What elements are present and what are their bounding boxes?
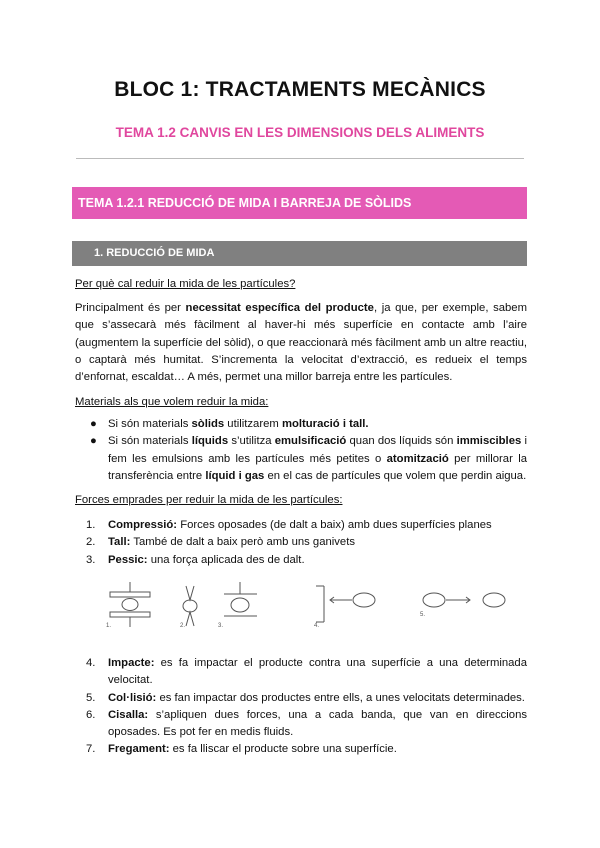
list-item: 2. Tall: També de dalt a baix però amb uns ganivets bbox=[86, 536, 356, 549]
cutting-sketch bbox=[183, 586, 197, 626]
collision-sketch bbox=[423, 593, 505, 607]
compression-sketch bbox=[110, 582, 150, 627]
figure-label: 4. bbox=[314, 623, 320, 628]
divider bbox=[76, 158, 524, 159]
page-title: BLOC 1: TRACTAMENTS MECÀNICS bbox=[114, 78, 486, 101]
list-item: 4. Impacte: es fa impactar el producte contra una superfície a una determinada velocitat. bbox=[86, 657, 527, 687]
forces-list-b bbox=[75, 655, 527, 759]
forces-diagram bbox=[102, 582, 542, 628]
list-item: 3. Pessic: una força aplicada des de dalt. bbox=[86, 553, 305, 566]
section-band: TEMA 1.2.1 REDUCCIÓ DE MIDA I BARREJA DE SÒLIDS bbox=[72, 187, 527, 219]
why-paragraph: Principalment és per necessitat específica del producte, ja que, per exemple, sabem que s’assecarà més fàcilment al haver-hi més superfície en contacte amb l’aire (augmentem la superfície del sòlid), o que reaccionarà més fàcilment amb un altre reactiu, o captarà més humitat. S’incrementa la velocitat d’extracció, es redueix el temps d’enfornat, escaldat… A més, permet una millor barreja entre les partícules. bbox=[75, 302, 527, 384]
figure-label: 2. bbox=[180, 623, 186, 628]
forces-heading: Forces emprades per reduir la mida de les partícules: bbox=[75, 494, 343, 506]
forces-list-a bbox=[75, 517, 527, 569]
pinch-sketch bbox=[224, 582, 257, 616]
list-item: 7. Fregament: es fa lliscar el producte sobre una superfície. bbox=[86, 743, 397, 756]
bullet-icon: ● bbox=[90, 418, 97, 430]
list-item: ● Si són materials sòlids utilitzarem molturació i tall. bbox=[75, 416, 527, 433]
list-item: 5. Col·lisió: es fan impactar dos productes entre ells, a unes velocitats determinades. bbox=[86, 691, 525, 704]
why-heading: Per què cal reduir la mida de les partícules? bbox=[75, 278, 296, 290]
bullet-icon: ● bbox=[90, 435, 97, 448]
impact-sketch bbox=[316, 586, 375, 622]
figure-label: 3. bbox=[218, 623, 224, 628]
subsection-band: 1. REDUCCIÓ DE MIDA bbox=[72, 241, 527, 266]
list-item: 1. Compressió: Forces oposades (de dalt a baix) amb dues superfícies planes bbox=[86, 519, 492, 531]
page-subtitle: TEMA 1.2 CANVIS EN LES DIMENSIONS DELS ALIMENTS bbox=[115, 125, 485, 140]
figure-label: 5. bbox=[420, 612, 426, 618]
figure-label: 1. bbox=[106, 623, 112, 628]
list-item: ● Si són materials líquids s’utilitza emulsificació quan dos líquids són immiscibles i fem les emulsions amb les partícules més petites o atomització per millorar la transferència entre líquid i gas en el cas de partícules que volem que perdin aigua. bbox=[90, 435, 527, 482]
materials-list bbox=[75, 416, 527, 485]
materials-heading: Materials als que volem reduir la mida: bbox=[75, 396, 269, 408]
list-item: 6. Cisalla: s’apliquen dues forces, una a cada banda, que van en direccions oposades. Es pot fer en medis fluids. bbox=[86, 708, 527, 739]
